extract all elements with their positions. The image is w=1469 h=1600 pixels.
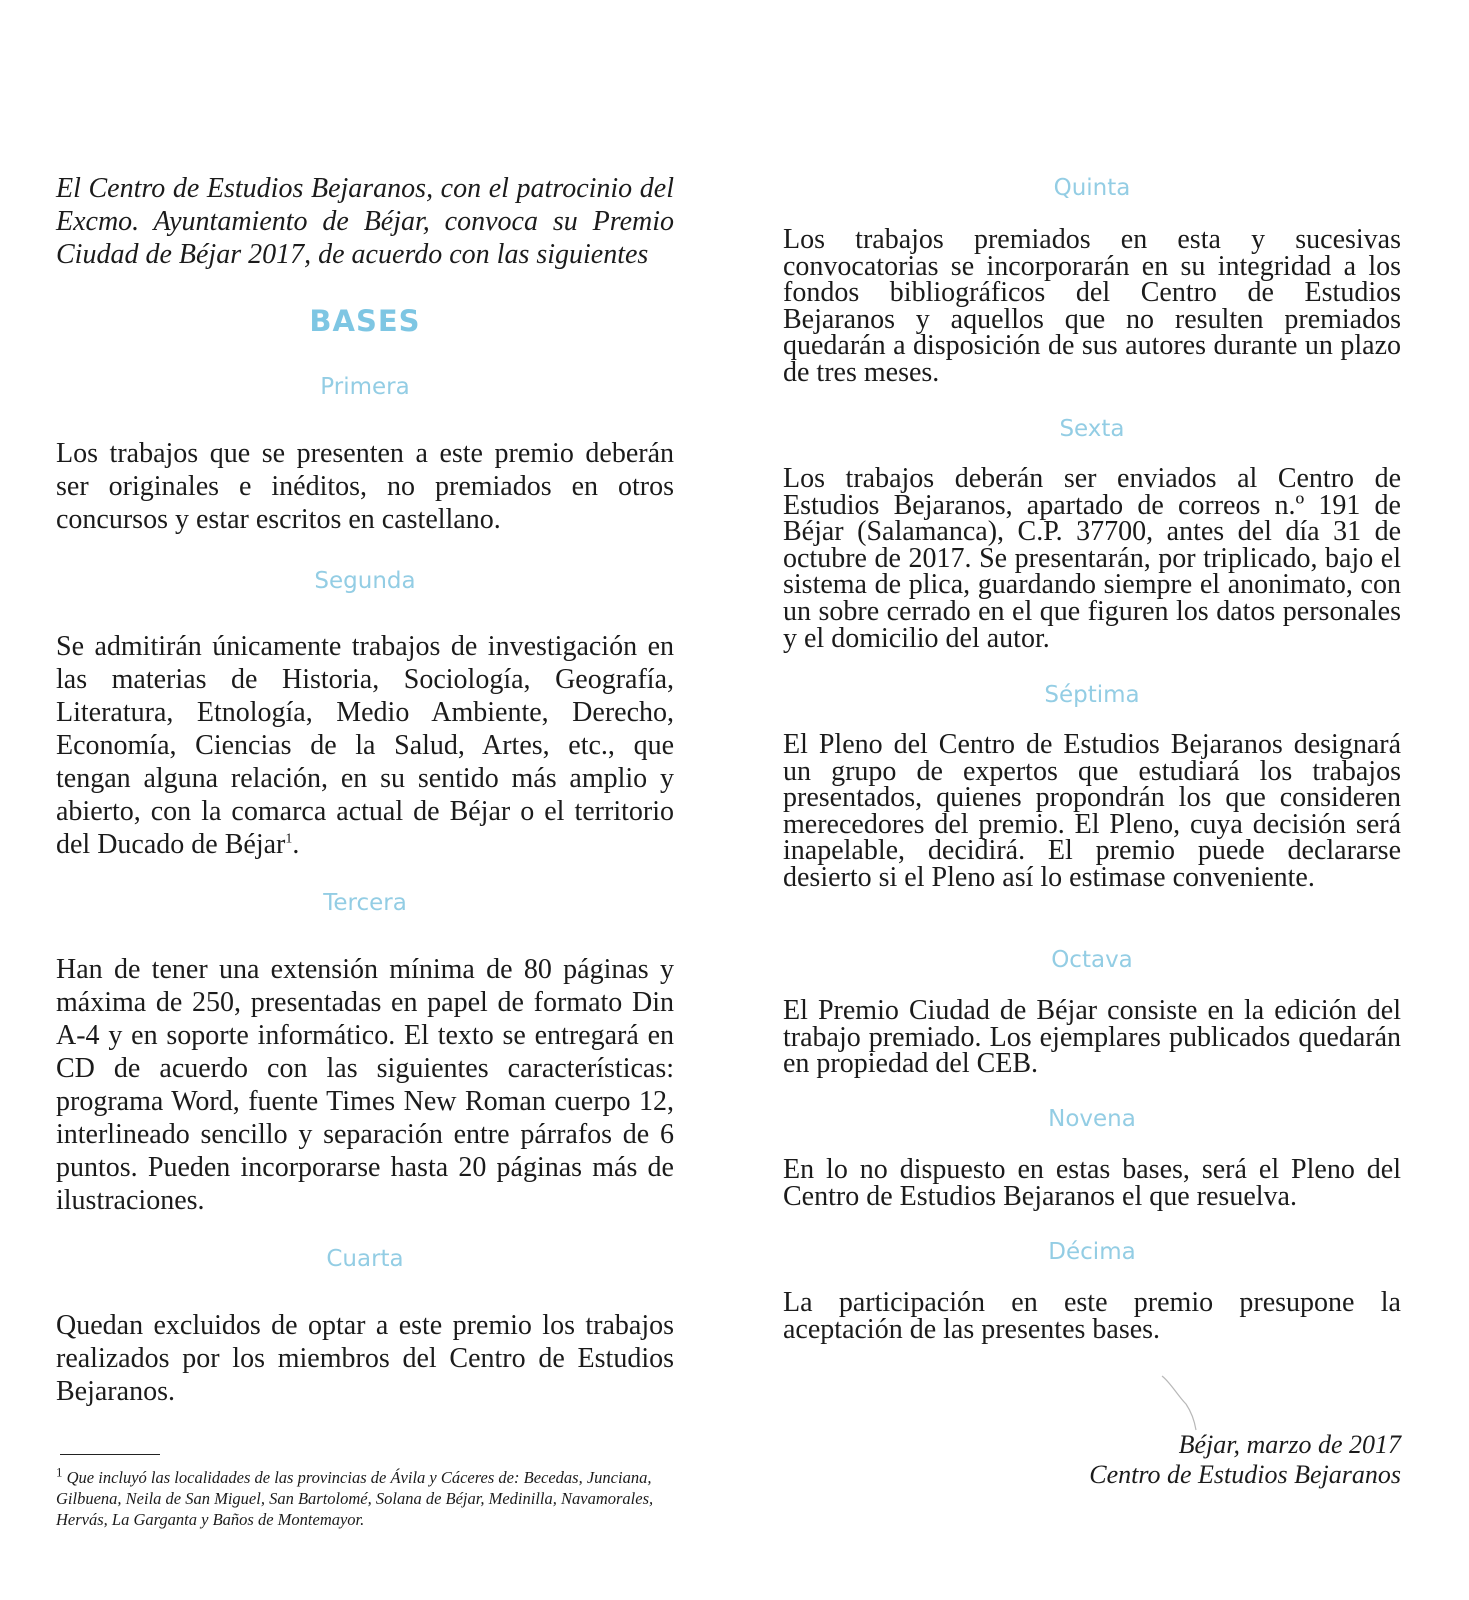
- heading-decima: Décima: [1048, 1239, 1136, 1265]
- paragraph-sexta: Los trabajos deberán ser enviados al Centro de Estudios Bejaranos, apartado de correos n.º 191 de Béjar (Salamanca), C.P. 37700, antes del día 31 de octubre de 2017. Se presentarán, por triplicado, bajo el sistema de plica, guardando siempre el anonimato, con un sobre cerrado en el que figuren los datos personales y el domicilio del autor.: [783, 463, 1401, 654]
- paragraph-segunda-text: Se admitirán únicamente trabajos de investigación en las materias de Historia, Sociología, Geografía, Literatura, Etnología, Medio Ambiente, Derecho, Economía, Ciencias de la Salud, Artes, etc., que tengan alguna relación, en su sentido más amplio y abierto, con la comarca actual de Béjar o el territorio del Ducado de Béjar: [56, 631, 674, 860]
- heading-cuarta: Cuarta: [326, 1246, 404, 1272]
- heading-septima: Séptima: [1044, 682, 1140, 708]
- heading-segunda: Segunda: [314, 568, 416, 594]
- paragraph-segunda: [56, 630, 674, 861]
- paragraph-tercera: Han de tener una extensión mínima de 80 páginas y máxima de 250, presentadas en papel de formato Din A-4 y en soporte informático. El texto se entregará en CD de acuerdo con las siguientes características: programa Word, fuente Times New Roman cuerpo 12, interlineado sencillo y separación entre párrafos de 6 puntos. Pueden incorporarse hasta 20 páginas más de ilustraciones.: [56, 954, 674, 1216]
- footnote-divider: [60, 1454, 160, 1455]
- paragraph-novena: En lo no dispuesto en estas bases, será el Pleno del Centro de Estudios Bejaranos el que resuelva.: [783, 1154, 1401, 1212]
- paragraph-septima: El Pleno del Centro de Estudios Bejaranos designará un grupo de expertos que estudiará los trabajos presentados, quienes propondrán los que consideren merecedores del premio. El Pleno, cuya decisión será inapelable, decidirá. El premio puede declararse desierto si el Pleno así lo estimase conveniente.: [783, 729, 1401, 893]
- footnote-number: 1: [56, 1464, 63, 1480]
- bases-title: BASES: [309, 304, 421, 338]
- footnote-reference: 1: [285, 831, 293, 847]
- footnote-text: Que incluyó las localidades de las provincias de Ávila y Cáceres de: Becedas, Junciana, Gilbuena, Neila de San Miguel, San Bartolomé, Solana de Béjar, Medinilla, Navamorales, Hervás, La Garganta y Baños de Montemayor.: [56, 1468, 654, 1529]
- intro-paragraph: El Centro de Estudios Bejaranos, con el patrocinio del Excmo. Ayuntamiento de Béjar, convoca su Premio Ciudad de Béjar 2017, de acuerdo con las siguientes: [56, 173, 674, 270]
- signature-place-date: Béjar, marzo de 2017: [1178, 1430, 1401, 1459]
- paragraph-quinta: Los trabajos premiados en esta y sucesivas convocatorias se incorporarán en su integridad a los fondos bibliográficos del Centro de Estudios Bejaranos y aquellos que no resulten premiados quedarán a disposición de sus autores durante un plazo de tres meses.: [783, 224, 1401, 388]
- heading-quinta: Quinta: [1053, 175, 1131, 201]
- paragraph-primera: Los trabajos que se presenten a este premio deberán ser originales e inéditos, no premiados en otros concursos y estar escritos en castellano.: [56, 438, 674, 535]
- paragraph-octava: El Premio Ciudad de Béjar consiste en la edición del trabajo premiado. Los ejemplares publicados quedarán en propiedad del CEB.: [783, 995, 1401, 1080]
- heading-primera: Primera: [320, 374, 410, 400]
- heading-tercera: Tercera: [323, 890, 407, 916]
- paragraph-cuarta: Quedan excluidos de optar a este premio los trabajos realizados por los miembros del Centro de Estudios Bejaranos.: [56, 1310, 674, 1407]
- heading-novena: Novena: [1048, 1106, 1136, 1132]
- signature-organization: Centro de Estudios Bejaranos: [1089, 1460, 1401, 1489]
- heading-sexta: Sexta: [1059, 416, 1125, 442]
- paragraph-decima: La participación en este premio presupone la aceptación de las presentes bases.: [783, 1287, 1401, 1345]
- heading-octava: Octava: [1051, 947, 1133, 973]
- signature-block: [783, 1430, 1401, 1490]
- pen-mark: [1160, 1374, 1200, 1434]
- footnote: [56, 1464, 674, 1530]
- paragraph-segunda-end: .: [292, 829, 300, 860]
